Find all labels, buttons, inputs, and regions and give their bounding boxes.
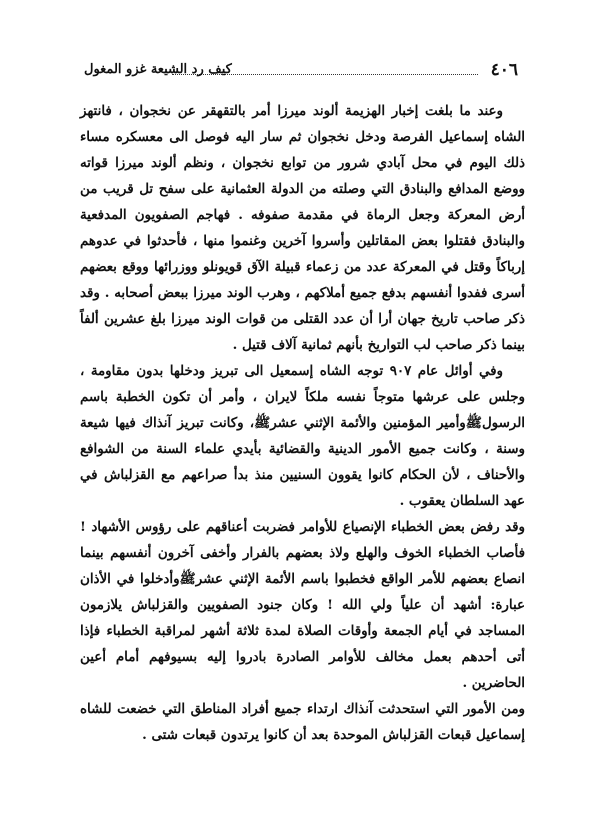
paragraph-preachers: وقد رفض بعض الخطباء الإنصياع للأوامر فضربت أعناقهم على رؤوس الأشهاد ! فأصاب الخطباء الخوف والهلع ولاذ بعضهم بالفرار وأخفى آخرون أنفسهم بينما انصاع بعضهم للأمر الواقع فخطبوا باسم الأئمة الإثني عشرﷺوأدخلوا في الأذان عبارة: أشهد أن علياً ولي الله ! وكان جنود الصفويين والقزلباش يلازمون المساجد في أيام الجمعة وأوقات الصلاة لمدة ثلاثة أشهر لمراقبة الخطباء فإذا أتى أحدهم بعمل مخالف للأوامر الصادرة بادروا إليه بسيوفهم أمام أعين الحاضرين . <box>80 519 525 691</box>
page-number: ٤٠٦ <box>490 60 518 80</box>
page-header <box>84 60 518 86</box>
running-book-title: كيف رد الشيعة غزو المغول <box>84 62 232 77</box>
body-text <box>80 98 525 748</box>
paragraph-battle: وعند ما بلغت إخبار الهزيمة ألوند ميرزا أمر بالتقهقر عن نخجوان ، فانتهز الشاه إسماعيل الفرصة ودخل نخجوان ثم سار اليه فوصل الى معسكره مساء ذلك اليوم في محل آبادي شرور من توابع نخجوان ، ونظم ألوند ميرزا قواته ووضع المدافع والبنادق التي وصلته من الدولة العثمانية على سفح تل قريب من أرض المعركة وجعل الرماة في مقدمة صفوفه . فهاجم الصفويون المدفعية والبنادق فقتلوا بعض المقاتلين وأسروا آخرين وغنموا منها ، فأحدثوا في عدوهم إرباكاً وقتل في المعركة عدد من زعماء قبيلة الآق قويونلو ووزرائها ووقع بعضهم أسرى ففدوا أنفسهم بدفع جميع أملاكهم ، وهرب الوند ميرزا ببعض أصحابه . وقد ذكر صاحب تاريخ جهان أرا أن عدد القتلى من قوات الوند ميرزا بلغ عشرين ألفاً بينما ذكر صاحب لب التواريخ بأنهم ثمانية آلاف قتيل . <box>80 103 525 353</box>
paragraph-hats: ومن الأمور التي استحدثت آنذاك ارتداء جميع أفراد المناطق التي خضعت للشاه إسماعيل قبعات القزلباش الموحدة بعد أن كانوا يرتدون قبعات شتى . <box>80 701 525 743</box>
paragraph-tabriz: وفي أوائل عام ٩٠٧ توجه الشاه إسمعيل الى تبريز ودخلها بدون مقاومة ، وجلس على عرشها متوجاً نفسه ملكاً لايران ، وأمر أن تكون الخطبة باسم الرسولﷺوأمير المؤمنين والأئمة الإثني عشرﷺ، وكانت تبريز آنذاك فيها شيعة وسنة ، وكانت جميع الأمور الدينية والقضائية بأيدي علماء السنة من الشوافع والأحناف ، لأن الحكام كانوا يقوون السنيين منذ بدأ صراعهم مع القزلباش في عهد السلطان يعقوب . <box>80 363 525 509</box>
